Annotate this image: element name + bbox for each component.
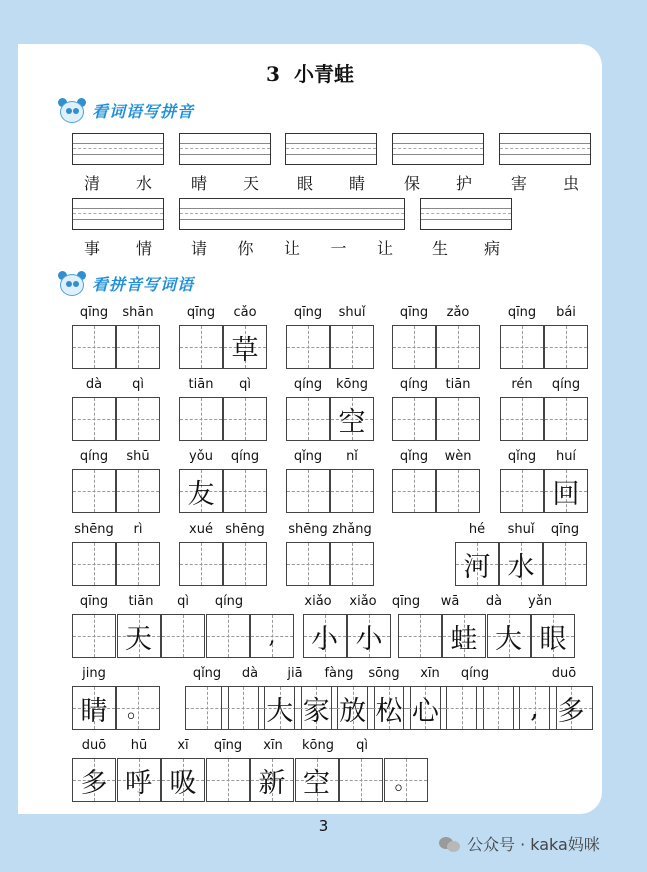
word-characters — [191, 171, 259, 194]
pinyin-label: qīng — [213, 738, 243, 753]
grid-character: 眼 — [539, 623, 567, 655]
writing-grid-cell[interactable] — [72, 614, 116, 658]
writing-grid-cell[interactable] — [179, 542, 223, 586]
section2-title: 看拼音写词语 — [92, 274, 195, 294]
writing-grid-cell[interactable] — [295, 758, 339, 802]
grid-character: 空 — [338, 406, 366, 438]
word-characters — [511, 171, 579, 194]
writing-grid-cell[interactable] — [206, 758, 250, 802]
word-character: 清 — [84, 174, 101, 193]
pinyin-answer-box[interactable] — [179, 198, 405, 230]
pinyin-label: qì — [239, 377, 251, 392]
pinyin-label: duō — [551, 666, 577, 681]
pinyin-label: qǐng — [399, 449, 429, 464]
writing-grid-cell[interactable] — [117, 758, 161, 802]
pinyin-label: wèn — [444, 449, 472, 464]
pinyin-label: qíng — [230, 449, 260, 464]
pinyin-label: shuǐ — [338, 305, 366, 320]
pinyin-label: shēng — [288, 522, 328, 537]
pinyin-label: zhǎng — [332, 522, 372, 537]
watermark-text: 公众号 · kaka妈咪 — [467, 835, 600, 854]
pinyin-label: jiā — [287, 666, 303, 681]
pinyin-label: xīn — [420, 666, 440, 681]
grid-character: 吸 — [169, 767, 197, 799]
pinyin-label: qì — [132, 377, 144, 392]
pinyin-label: yǎn — [528, 594, 552, 609]
word-character: 让 — [376, 239, 393, 258]
writing-grid-cell[interactable] — [455, 542, 499, 586]
pinyin-label: sōng — [368, 666, 400, 681]
pinyin-answer-box[interactable] — [392, 133, 484, 165]
word-character: 情 — [135, 239, 152, 258]
writing-grid-cell[interactable] — [499, 542, 543, 586]
pinyin-label: qīng — [391, 594, 421, 609]
grid-character: 天 — [125, 623, 152, 655]
writing-grid-cell[interactable] — [116, 686, 160, 730]
pinyin-label: shēng — [225, 522, 265, 537]
writing-grid-cell[interactable] — [384, 758, 428, 802]
grid-character: 小 — [311, 623, 338, 655]
writing-grid-cell[interactable] — [286, 542, 330, 586]
writing-grid-cell[interactable] — [206, 614, 250, 658]
writing-grid-cell[interactable] — [436, 469, 480, 513]
writing-grid-cell[interactable] — [531, 614, 575, 658]
page-number: 3 — [318, 817, 329, 835]
lesson-number: 3 — [266, 62, 280, 86]
pinyin-label: qíng — [79, 449, 109, 464]
word-characters — [404, 171, 472, 194]
pinyin-label: qíng — [399, 377, 429, 392]
pinyin-label: qīng — [186, 305, 216, 320]
pinyin-label: qǐng — [293, 449, 323, 464]
pinyin-label: xiǎo — [304, 594, 332, 609]
grid-character: 蛙 — [450, 623, 478, 655]
pinyin-label: qīng — [507, 305, 537, 320]
pinyin-answer-box[interactable] — [72, 133, 164, 165]
grid-character: 空 — [303, 767, 330, 799]
pinyin-label: qì — [177, 594, 189, 609]
pinyin-label: xiǎo — [349, 594, 377, 609]
word-character: 眼 — [297, 174, 314, 193]
grid-character: 河 — [463, 551, 491, 583]
grid-character: 家 — [302, 695, 330, 727]
word-character: 让 — [283, 239, 300, 258]
writing-grid-cell[interactable] — [72, 397, 116, 441]
writing-grid-cell[interactable] — [487, 614, 531, 658]
grid-character: 。 — [126, 697, 149, 723]
writing-grid-cell[interactable] — [286, 325, 330, 369]
grid-character: 新 — [258, 767, 286, 799]
pinyin-label: tiān — [188, 377, 214, 392]
grid-character: 多 — [80, 767, 108, 799]
writing-grid-cell[interactable] — [250, 614, 294, 658]
pinyin-label: shū — [126, 449, 150, 464]
writing-grid-cell[interactable] — [347, 614, 391, 658]
pinyin-label: wā — [440, 594, 460, 609]
pinyin-answer-box[interactable] — [499, 133, 591, 165]
pinyin-label: qǐng — [507, 449, 537, 464]
writing-grid-cell[interactable] — [544, 397, 588, 441]
writing-grid-cell[interactable] — [398, 614, 442, 658]
pinyin-label: xī — [177, 738, 189, 753]
writing-grid-cell[interactable] — [286, 397, 330, 441]
grid-character: 放 — [339, 695, 367, 727]
word-character: 生 — [432, 239, 449, 258]
pinyin-answer-box[interactable] — [72, 198, 164, 230]
pinyin-label: tiān — [128, 594, 154, 609]
word-character: 虫 — [562, 174, 579, 193]
word-characters — [191, 236, 393, 259]
writing-grid-cell[interactable] — [392, 397, 436, 441]
writing-grid-cell[interactable] — [544, 325, 588, 369]
pinyin-label: qíng — [460, 666, 490, 681]
writing-grid-cell[interactable] — [436, 325, 480, 369]
pinyin-label: qì — [356, 738, 368, 753]
grid-character: 大 — [495, 623, 522, 655]
pinyin-label: qīng — [399, 305, 429, 320]
writing-grid-cell[interactable] — [223, 397, 267, 441]
writing-grid-cell[interactable] — [392, 325, 436, 369]
pinyin-label: shuǐ — [507, 522, 535, 537]
pinyin-label: zǎo — [446, 305, 470, 320]
pinyin-label: shēng — [74, 522, 114, 537]
writing-grid-cell[interactable] — [544, 469, 588, 513]
grid-character: 小 — [355, 623, 383, 655]
writing-grid-cell[interactable] — [72, 686, 116, 730]
pinyin-label: kōng — [302, 738, 334, 753]
word-character: 你 — [237, 239, 254, 258]
writing-grid-cell[interactable] — [330, 397, 374, 441]
panda-icon — [56, 95, 88, 125]
word-character: 睛 — [348, 174, 365, 193]
writing-grid-cell[interactable] — [72, 469, 116, 513]
pinyin-label: rén — [511, 377, 533, 392]
writing-grid-cell[interactable] — [179, 469, 223, 513]
grid-character: 水 — [507, 551, 535, 583]
writing-grid-cell[interactable] — [330, 469, 374, 513]
writing-grid-cell[interactable] — [250, 758, 294, 802]
writing-grid-cell[interactable] — [72, 325, 116, 369]
writing-grid-cell[interactable] — [179, 325, 223, 369]
grid-character: 大 — [266, 695, 294, 727]
grid-character: , — [268, 623, 276, 649]
word-characters — [432, 236, 500, 259]
word-character: 一 — [330, 239, 347, 258]
pinyin-answer-box[interactable] — [285, 133, 377, 165]
wechat-icon — [439, 835, 461, 853]
writing-grid-cell[interactable] — [161, 758, 205, 802]
pinyin-label: bái — [556, 305, 576, 320]
word-character: 请 — [191, 239, 208, 258]
pinyin-answer-box[interactable] — [420, 198, 512, 230]
writing-grid-cell[interactable] — [72, 758, 116, 802]
pinyin-label: qīng — [79, 305, 109, 320]
grid-character: 松 — [375, 695, 403, 727]
pinyin-label: xué — [189, 522, 213, 537]
writing-grid-cell[interactable] — [436, 397, 480, 441]
writing-grid-cell[interactable] — [223, 542, 267, 586]
pinyin-label: qīng — [293, 305, 323, 320]
word-character: 病 — [483, 239, 500, 258]
writing-grid-cell[interactable] — [116, 542, 160, 586]
grid-character: 。 — [394, 769, 417, 795]
writing-grid-cell[interactable] — [339, 758, 383, 802]
writing-grid-cell[interactable] — [500, 469, 544, 513]
section1-title: 看词语写拼音 — [92, 101, 195, 121]
pinyin-answer-box[interactable] — [179, 133, 271, 165]
writing-grid-cell[interactable] — [330, 542, 374, 586]
writing-grid-cell[interactable] — [179, 397, 223, 441]
grid-character: 心 — [411, 695, 439, 727]
writing-grid-cell[interactable] — [549, 686, 593, 730]
pinyin-label: xīn — [263, 738, 283, 753]
writing-grid-cell[interactable] — [500, 325, 544, 369]
word-character: 护 — [455, 174, 472, 193]
word-character: 害 — [511, 174, 528, 193]
writing-grid-cell[interactable] — [303, 614, 347, 658]
writing-grid-cell[interactable] — [543, 542, 587, 586]
section1-header — [56, 93, 194, 127]
word-characters — [84, 236, 152, 259]
pinyin-label: hé — [468, 522, 486, 537]
word-characters — [297, 171, 365, 194]
word-character: 事 — [84, 239, 101, 258]
pinyin-label: qǐng — [192, 666, 222, 681]
pinyin-label: cǎo — [233, 305, 257, 320]
lesson-title — [18, 58, 602, 87]
word-character: 晴 — [191, 174, 208, 193]
watermark — [439, 832, 600, 855]
writing-grid-cell[interactable] — [286, 469, 330, 513]
word-character: 水 — [135, 174, 152, 193]
pinyin-label: kōng — [336, 377, 368, 392]
pinyin-label: dà — [241, 666, 259, 681]
writing-grid-cell[interactable] — [117, 614, 161, 658]
writing-grid-cell[interactable] — [392, 469, 436, 513]
pinyin-label: tiān — [445, 377, 471, 392]
writing-grid-cell[interactable] — [223, 469, 267, 513]
pinyin-label: dà — [485, 594, 503, 609]
writing-grid-cell[interactable] — [442, 614, 486, 658]
pinyin-label: yǒu — [189, 449, 213, 464]
grid-character: 多 — [557, 695, 585, 727]
grid-character: 呼 — [125, 767, 152, 799]
writing-grid-cell[interactable] — [72, 542, 116, 586]
pinyin-label: jing — [82, 666, 106, 681]
pinyin-label: hū — [130, 738, 148, 753]
grid-character: , — [530, 692, 539, 724]
writing-grid-cell[interactable] — [500, 397, 544, 441]
pinyin-label: qíng — [214, 594, 244, 609]
writing-grid-cell[interactable] — [161, 614, 205, 658]
pinyin-label: rì — [133, 522, 143, 537]
pinyin-label: dà — [85, 377, 103, 392]
pinyin-label: shān — [122, 305, 154, 320]
pinyin-label: duō — [81, 738, 107, 753]
grid-character: 友 — [187, 478, 215, 510]
grid-character: 回 — [552, 478, 580, 510]
writing-grid-cell[interactable] — [330, 325, 374, 369]
lesson-name: 小青蛙 — [293, 62, 354, 86]
writing-grid-cell[interactable] — [116, 325, 160, 369]
pinyin-label: qīng — [550, 522, 580, 537]
word-character: 保 — [404, 174, 421, 193]
pinyin-label: nǐ — [346, 449, 358, 464]
grid-character: 睛 — [80, 695, 108, 727]
pinyin-label: huí — [555, 449, 577, 464]
writing-grid-cell[interactable] — [116, 469, 160, 513]
panda-icon — [56, 268, 88, 298]
word-character: 天 — [242, 174, 259, 193]
pinyin-label: fàng — [324, 666, 354, 681]
side-tab — [602, 0, 647, 872]
pinyin-label: qíng — [551, 377, 581, 392]
writing-grid-cell[interactable] — [116, 397, 160, 441]
pinyin-label: qíng — [293, 377, 323, 392]
writing-grid-cell[interactable] — [223, 325, 267, 369]
section2-header — [56, 266, 194, 300]
word-characters — [84, 171, 152, 194]
grid-character: 草 — [231, 334, 259, 366]
pinyin-label: qīng — [79, 594, 109, 609]
